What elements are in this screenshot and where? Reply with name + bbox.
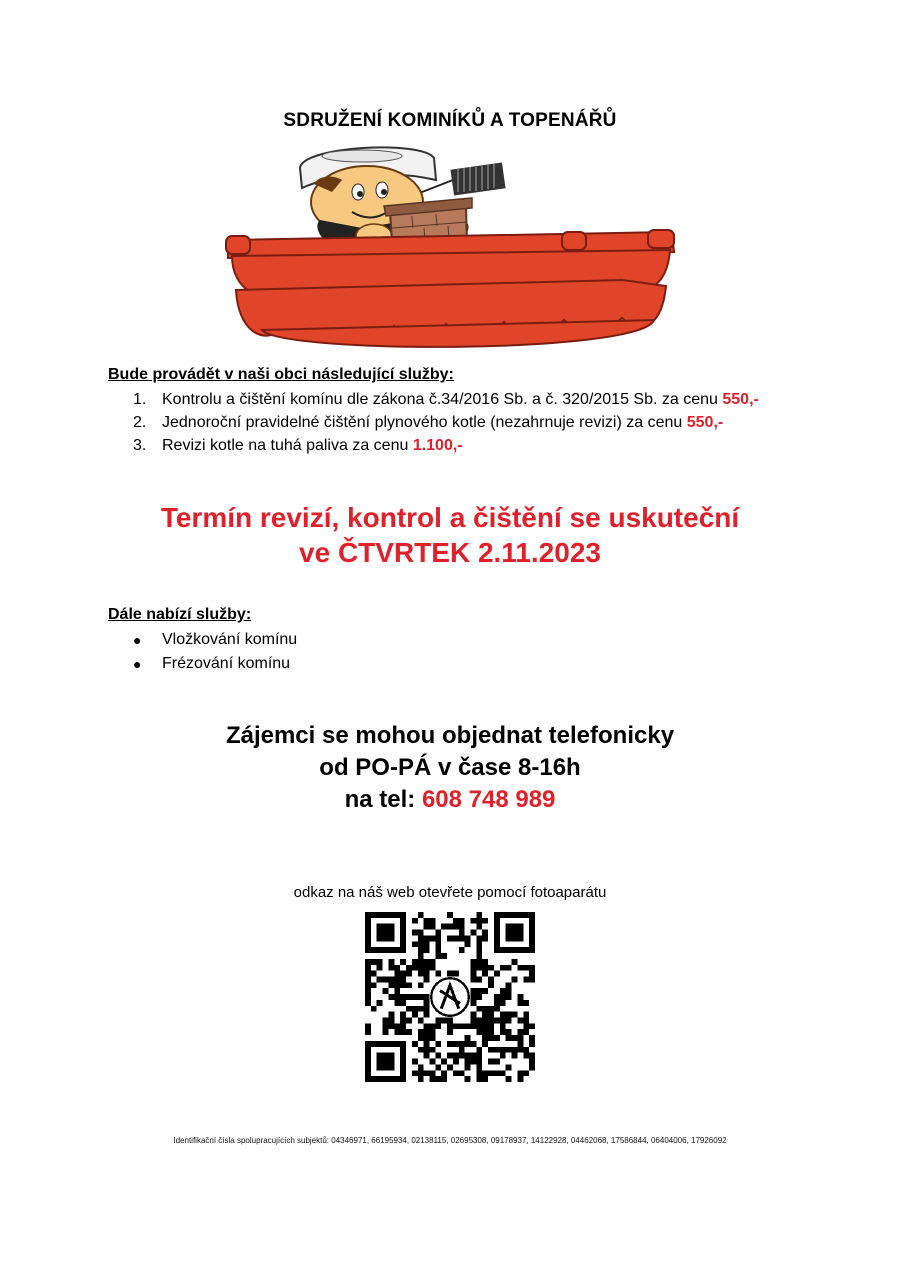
- contact-line-2: od PO-PÁ v čase 8-16h: [319, 754, 581, 781]
- service-price: 550,-: [722, 391, 759, 408]
- footer-ids: Identifikační čísla spolupracujících subjektů: 04346971, 66195934, 02138115, 02695308, 09178937, 14122928, 04462068, 17586844, 06404006, 17926092: [173, 1136, 727, 1145]
- contact-line-1: Zájemci se mohou objednat telefonicky: [225, 722, 675, 749]
- sweep-brush-icon: [450, 163, 505, 196]
- service-text: Jednoroční pravidelné čištění plynového kotle (nezahrnuje revizi) za cenu: [162, 414, 687, 431]
- bullet-icon: ●: [133, 656, 142, 672]
- list-number: 2.: [133, 414, 147, 431]
- list-item: [133, 411, 759, 434]
- term-line-2: ve ČTVRTEK 2.11.2023: [299, 537, 601, 568]
- chimney-sweep-illustration: [222, 140, 678, 352]
- page-title: SDRUŽENÍ KOMINÍKŮ A TOPENÁŘŮ: [283, 110, 617, 131]
- extra-services-list: [133, 628, 297, 676]
- extra-service-text: Frézování komínu: [162, 655, 291, 672]
- services-list: [133, 388, 759, 457]
- qr-code-icon[interactable]: [365, 912, 535, 1082]
- extra-service-text: Vložkování komínu: [162, 631, 298, 648]
- service-text: Revizi kotle na tuhá paliva za cenu: [162, 437, 413, 454]
- phone-number[interactable]: 608 748 989: [421, 786, 556, 813]
- list-item: [133, 434, 759, 457]
- extra-services-heading: Dále nabízí služby:: [108, 606, 252, 623]
- qr-caption: odkaz na náš web otevřete pomocí fotoaparátu: [293, 884, 607, 901]
- term-announcement: [0, 500, 900, 570]
- service-price: 1.100,-: [412, 437, 463, 454]
- term-line-1: Termín revizí, kontrol a čištění se uskuteční: [160, 502, 740, 533]
- list-number: 1.: [133, 391, 147, 408]
- phone-prefix: na tel:: [344, 786, 422, 813]
- list-item: [133, 388, 759, 411]
- roof-tiles: [226, 230, 674, 347]
- contact-phone-line: [0, 784, 900, 816]
- list-item: [133, 652, 297, 676]
- bullet-icon: ●: [133, 632, 142, 648]
- contact-block: [0, 720, 900, 816]
- service-price: 550,-: [686, 414, 724, 431]
- list-number: 3.: [133, 437, 147, 454]
- list-item: [133, 628, 297, 652]
- service-text: Kontrolu a čištění komínu dle zákona č.34/2016 Sb. a č. 320/2015 Sb. za cenu: [162, 391, 723, 408]
- services-heading: Bude provádět v naši obci následující služby:: [108, 366, 454, 383]
